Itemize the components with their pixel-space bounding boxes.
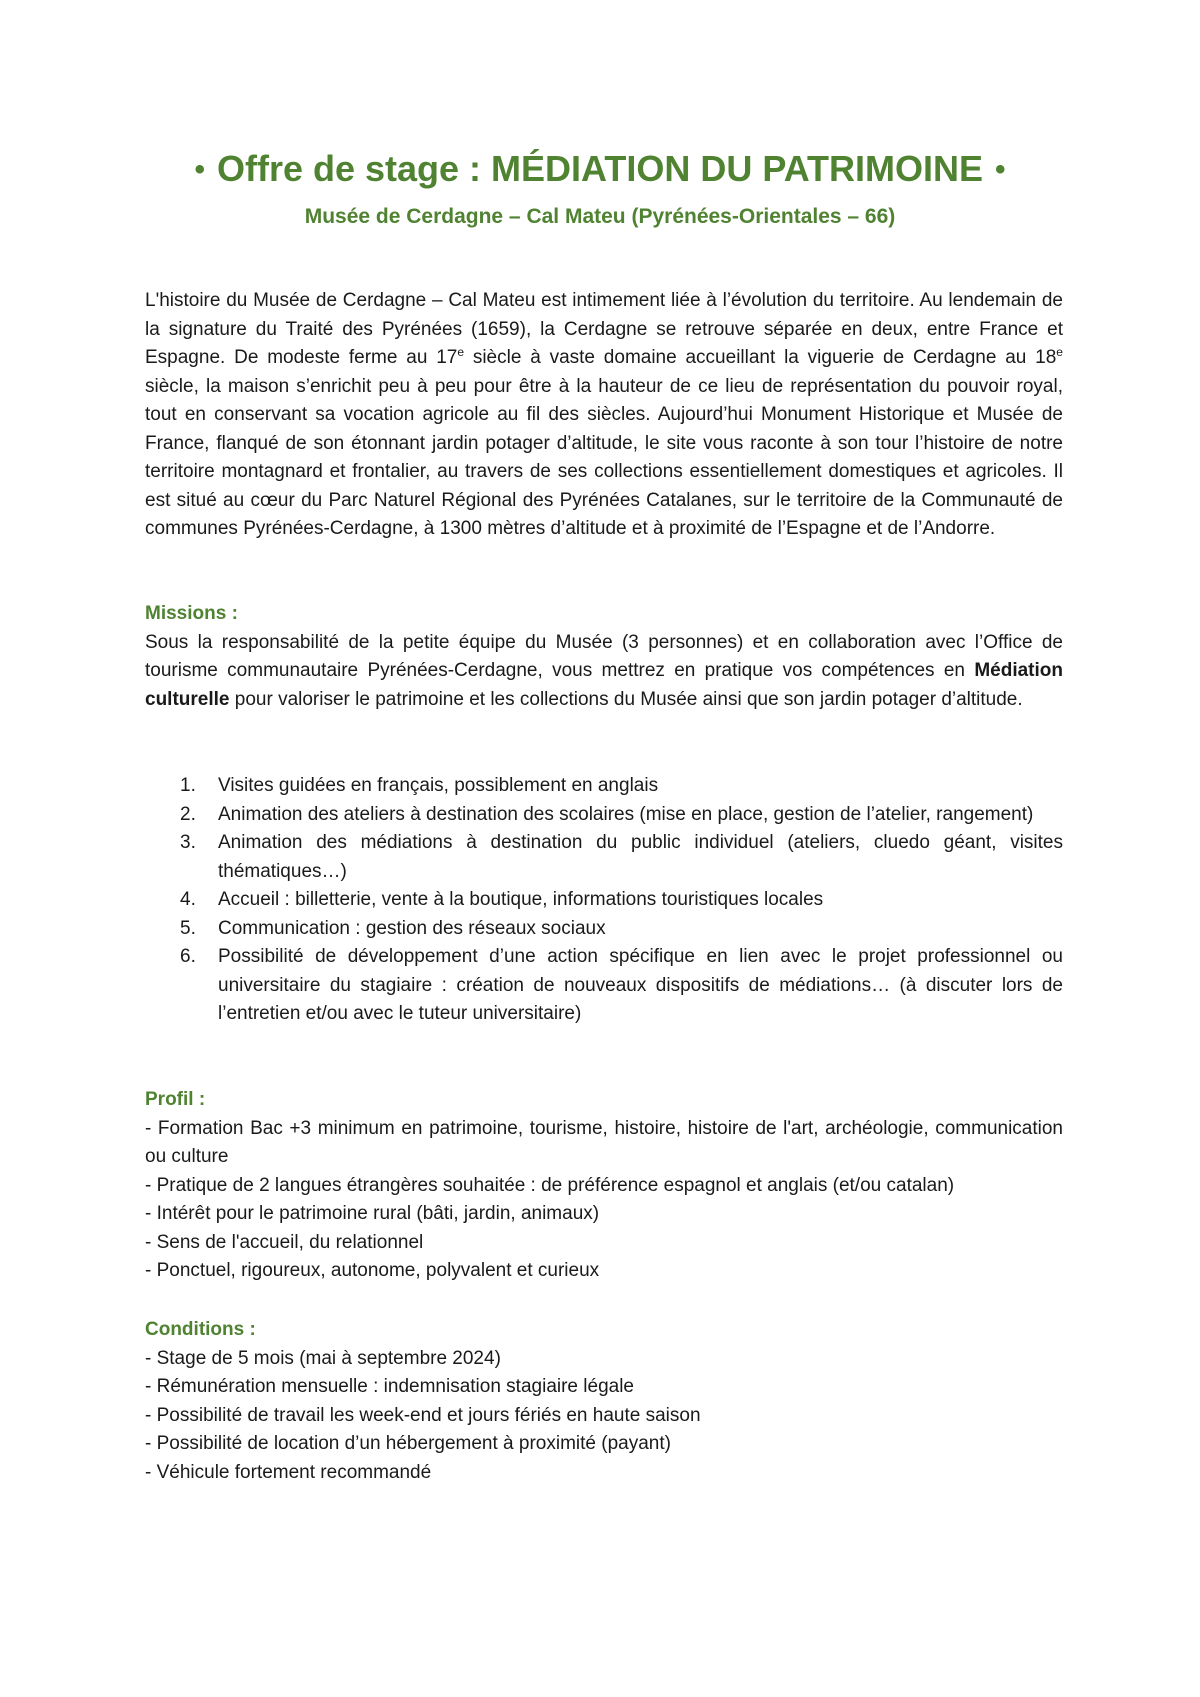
conditions-heading: Conditions : [145,1319,256,1340]
list-item [145,886,1063,915]
conditions-section [145,1316,1063,1487]
list-item-number: 4. [180,889,196,910]
list-item: - Possibilité de travail les week-end et jours fériés en haute saison [145,1404,701,1426]
page-subtitle: Musée de Cerdagne – Cal Mateu (Pyrénées-Orientales – 66) [304,205,896,228]
list-item [145,772,1063,801]
list-item: - Sens de l'accueil, du relationnel [145,1231,424,1253]
list-item-text: Communication : gestion des réseaux sociaux [218,917,606,939]
list-item-number: 2. [180,803,196,825]
list-item-text: Accueil : billetterie, vente à la boutique, informations touristiques locales [218,889,824,910]
list-item: - Rémunération mensuelle : indemnisation stagiaire légale [145,1376,634,1397]
profil-list [145,1115,1063,1286]
intro-paragraph [145,287,1063,544]
conditions-list [145,1345,1063,1488]
title-bullet-left: • [194,153,205,186]
list-item-number: 3. [180,832,196,853]
missions-text-after: pour valoriser le patrimoine et les collections du Musée ainsi que son jardin potager d’altitude. [229,688,1023,710]
intro-text-2: siècle à vaste domaine accueillant la viguerie de Cerdagne au 18 [464,347,1057,368]
profil-section [145,1086,1063,1286]
title-bullet-right: • [995,153,1006,186]
title-text: Offre de stage : MÉDIATION DU PATRIMOINE [216,148,984,189]
missions-list [145,772,1063,1029]
list-item: - Véhicule fortement recommandé [145,1461,432,1483]
list-item [145,943,1063,1029]
list-item-number: 6. [180,946,196,967]
list-item-number: 1. [180,775,196,796]
missions-text-before: Sous la responsabilité de la petite équipe du Musée (3 personnes) et en collaboration avec l’Office de tourisme communautaire Pyrénées-Cerdagne, vous mettrez en pratique vos compétences en [145,631,1063,681]
page-title [0,147,1200,192]
list-item: - Formation Bac +3 minimum en patrimoine, tourisme, histoire, histoire de l'art, archéologie, communication ou culture [145,1117,1063,1167]
intro-text-1: L'histoire du Musée de Cerdagne – Cal Mateu est intimement liée à l’évolution du territoire. Au lendemain de la signature du Traité des Pyrénées (1659), la Cerdagne se retrouve séparée en deux, entre France et Espagne. De modeste ferme au 17 [145,290,1063,368]
list-item: - Stage de 5 mois (mai à septembre 2024) [145,1347,501,1369]
missions-heading: Missions : [145,603,238,624]
missions-section [145,600,1063,714]
list-item-number: 5. [180,917,196,939]
list-item [145,829,1063,886]
intro-superscript-2: e [1056,345,1063,359]
intro-superscript-1: e [457,345,465,359]
list-item: - Possibilité de location d’un hébergement à proximité (payant) [145,1433,671,1454]
list-item: - Intérêt pour le patrimoine rural (bâti, jardin, animaux) [145,1203,600,1224]
intro-text-3: siècle, la maison s’enrichit peu à peu pour être à la hauteur de ce lieu de représentation du pouvoir royal, tout en conservant sa vocation agricole au fil des siècles. Aujourd’hui Monument Historique et Musée de France, flanqué de son étonnant jardin potager d’altitude, le site vous raconte à son tour l’histoire de notre territoire montagnard et frontalier, au travers de ses collections essentiellement domestiques et agricoles. Il est situé au cœur du Parc Naturel Régional des Pyrénées Catalanes, sur le territoire de la Communauté de communes Pyrénées-Cerdagne, à 1300 mètres d’altitude et à proximité de l’Espagne et de l’Andorre. [145,375,1063,539]
missions-text-bold: Médiation culturelle [145,660,1063,710]
missions-paragraph [145,629,1063,715]
profil-heading: Profil : [145,1089,206,1110]
list-item-text: Visites guidées en français, possiblement en anglais [218,775,659,796]
list-item [145,801,1063,830]
list-item [145,915,1063,944]
list-item: - Ponctuel, rigoureux, autonome, polyvalent et curieux [145,1260,600,1281]
list-item: - Pratique de 2 langues étrangères souhaitée : de préférence espagnol et anglais (et/ou catalan) [145,1174,955,1196]
list-item-text: Possibilité de développement d’une action spécifique en lien avec le projet professionnel ou universitaire du stagiaire : création de nouveaux dispositifs de médiations… (à discuter lors de l’entretien et/ou avec le tuteur universitaire) [218,946,1063,1024]
list-item-text: Animation des médiations à destination du public individuel (ateliers, cluedo géant, visites thématiques…) [218,832,1063,882]
list-item-text: Animation des ateliers à destination des scolaires (mise en place, gestion de l’atelier, rangement) [218,803,1034,825]
